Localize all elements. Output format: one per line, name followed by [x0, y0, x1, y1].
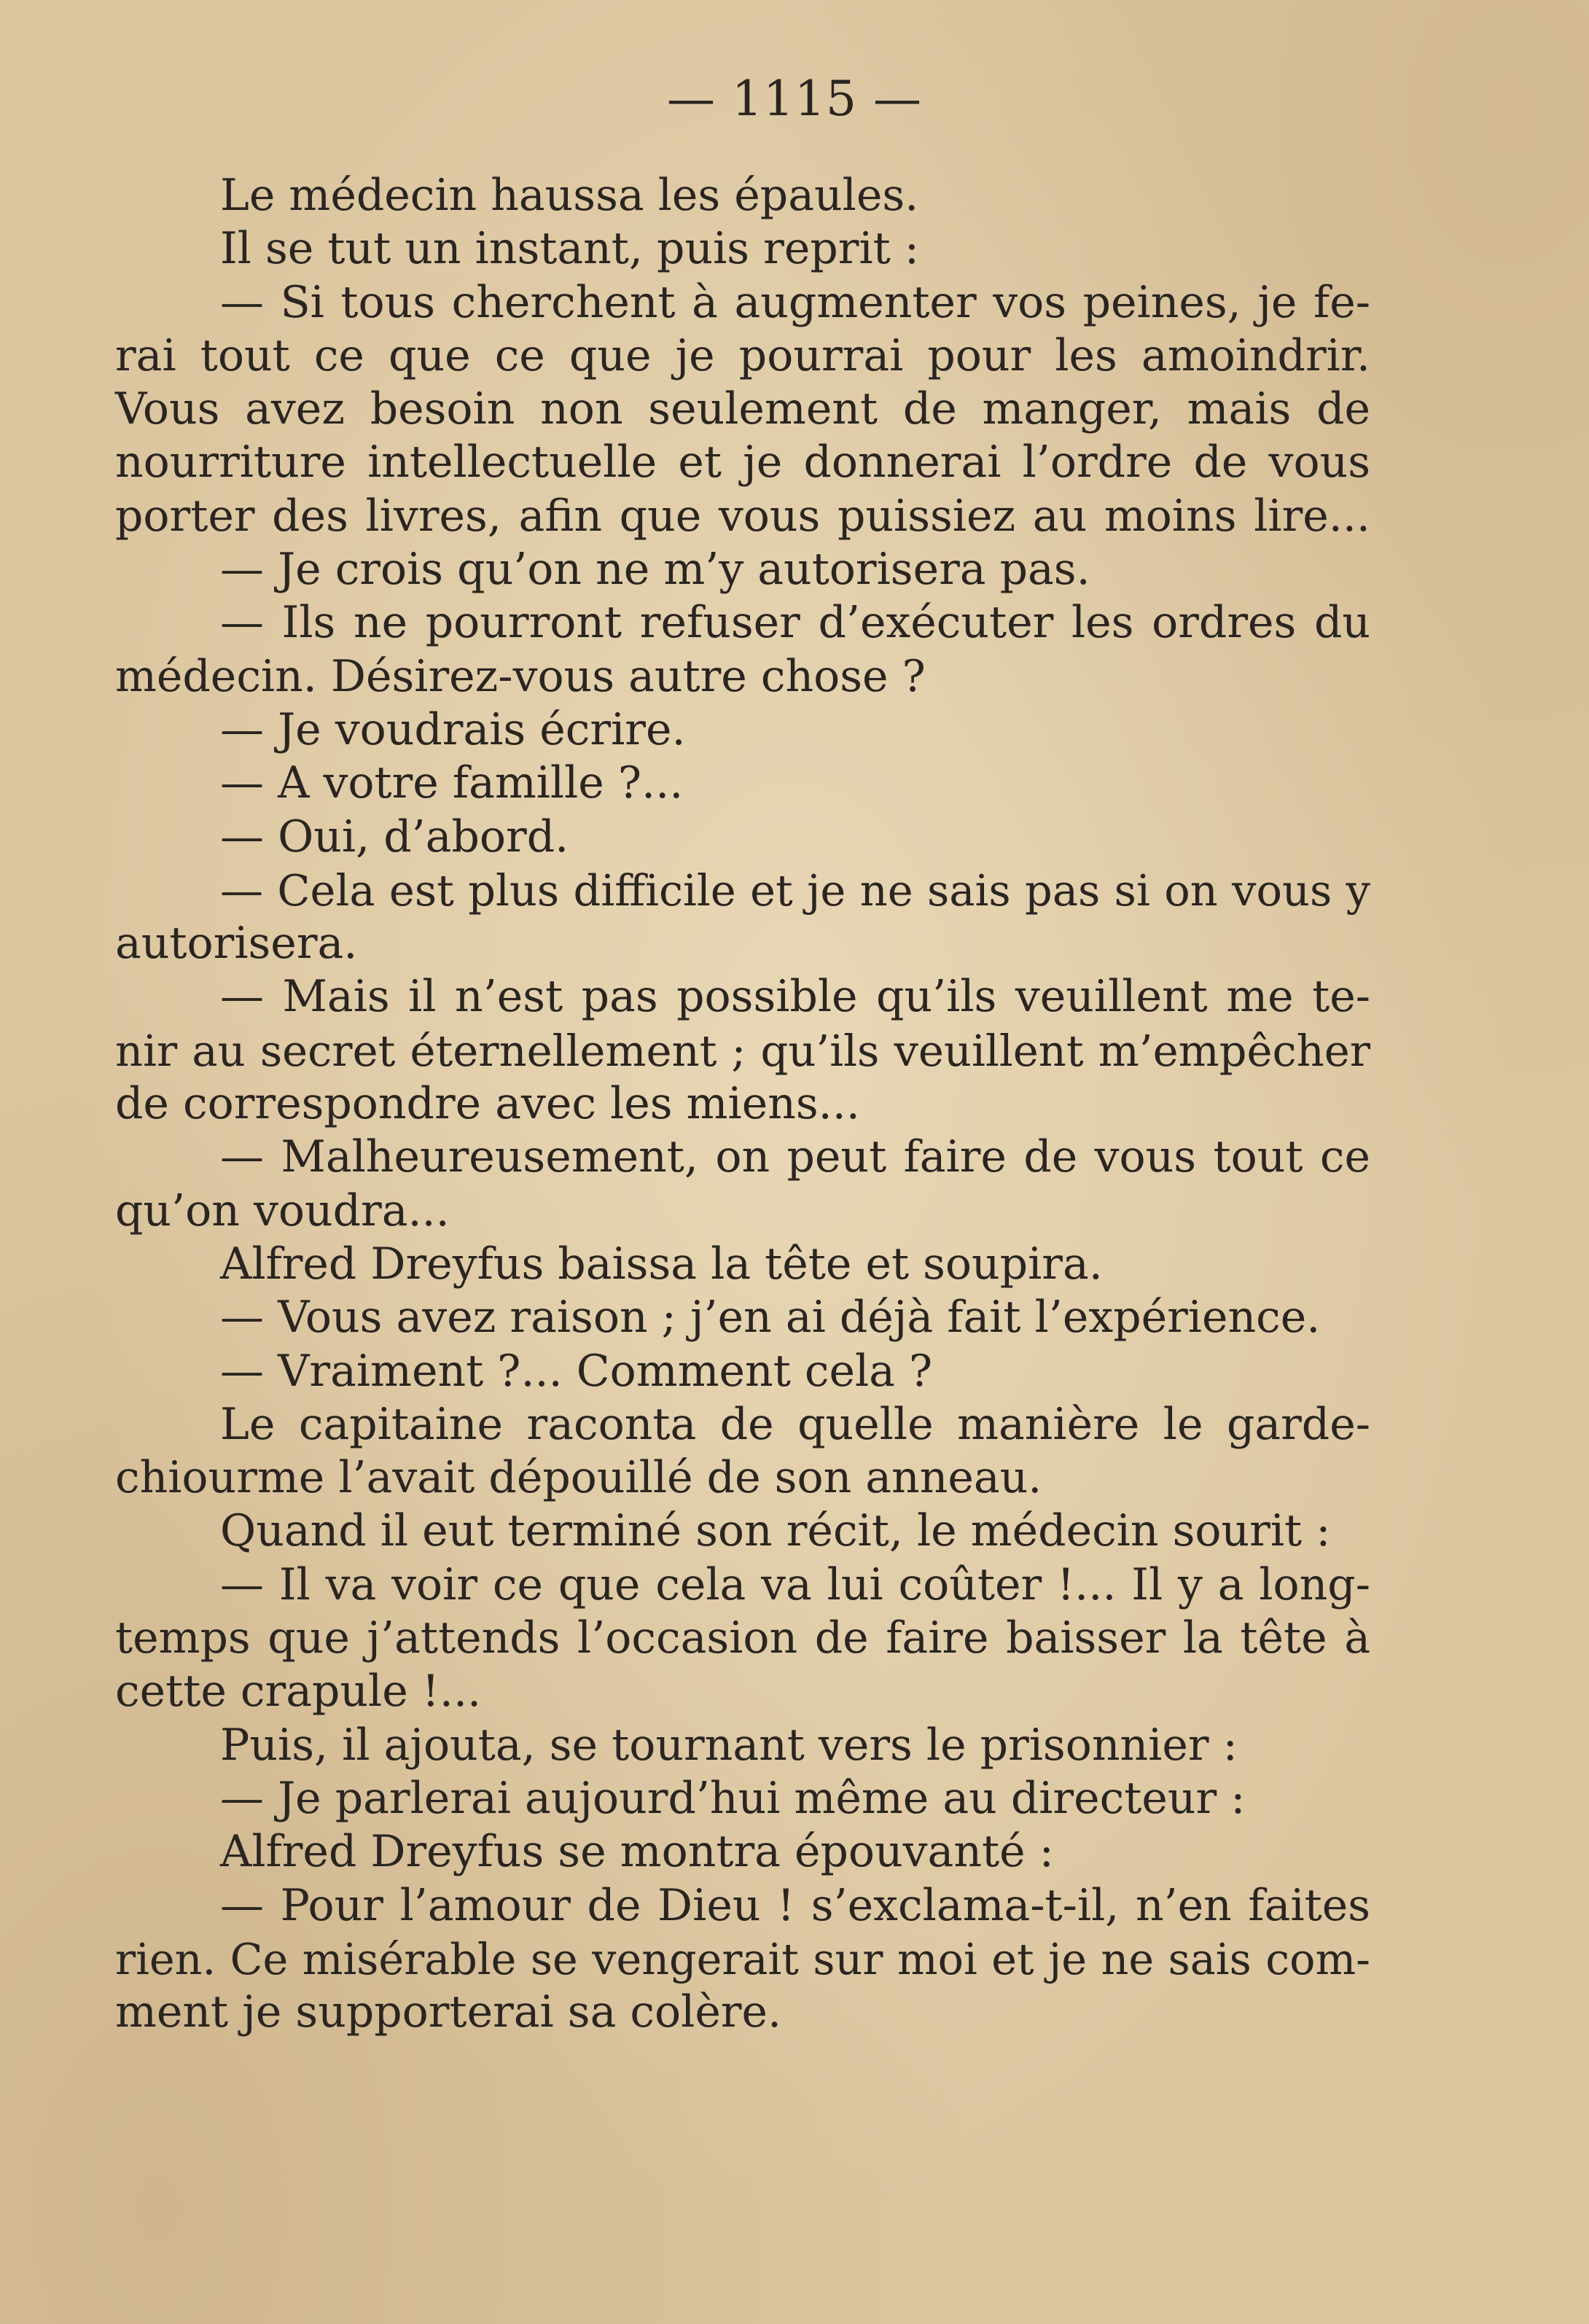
- text-line: — Malheureusement, on peut faire de vous tout ce: [220, 1131, 1370, 1183]
- text-line: Alfred Dreyfus se montra épouvanté :: [220, 1826, 1054, 1878]
- text-line: — Je voudrais écrire.: [220, 703, 686, 755]
- text-line: Il se tut un instant, puis reprit :: [220, 223, 920, 275]
- text-line: — Oui, d’abord.: [220, 811, 569, 862]
- text-line: Quand il eut terminé son récit, le médecin sourit :: [220, 1505, 1331, 1557]
- text-line: qu’on voudra...: [115, 1185, 450, 1236]
- text-line: — Mais il n’est pas possible qu’ils veuillent me te-: [220, 971, 1370, 1023]
- text-line: nourriture intellectuelle et je donnerai l’ordre de vous: [115, 437, 1370, 488]
- body-text: [115, 169, 1370, 2039]
- text-line: — Pour l’amour de Dieu ! s’exclama-t-il, n’en faites: [220, 1879, 1370, 1931]
- text-line: — Il va voir ce que cela va lui coûter !... Il y a long-: [220, 1559, 1370, 1610]
- text-line: — A votre famille ?...: [220, 757, 684, 809]
- text-line: de correspondre avec les miens...: [115, 1078, 860, 1130]
- text-line: nir au secret éternellement ; qu’ils veuillent m’empêcher: [115, 1025, 1370, 1076]
- text-line: médecin. Désirez-vous autre chose ?: [115, 650, 926, 702]
- text-line: Alfred Dreyfus baissa la tête et soupira.: [220, 1238, 1103, 1290]
- text-line: — Je crois qu’on ne m’y autorisera pas.: [220, 544, 1090, 596]
- text-line: — Cela est plus difficile et je ne sais pas si on vous y: [220, 865, 1370, 916]
- text-line: — Vraiment ?... Comment cela ?: [220, 1345, 933, 1397]
- text-line: Puis, il ajouta, se tournant vers le prisonnier :: [220, 1719, 1238, 1771]
- text-line: — Ils ne pourront refuser d’exécuter les ordres du: [220, 597, 1370, 649]
- text-line: cette crapule !...: [115, 1666, 482, 1717]
- text-line: — Si tous cherchent à augmenter vos peines, je fe-: [220, 276, 1370, 328]
- text-line: temps que j’attends l’occasion de faire baisser la tête à: [115, 1613, 1370, 1664]
- text-line: — Je parlerai aujourd’hui même au directeur :: [220, 1772, 1246, 1824]
- text-line: Le capitaine raconta de quelle manière le garde-: [220, 1398, 1370, 1450]
- text-line: ment je supporterai sa colère.: [115, 1986, 782, 2038]
- text-line: Vous avez besoin non seulement de manger, mais de: [115, 383, 1370, 435]
- text-line: rien. Ce misérable se vengerait sur moi et je ne sais com-: [115, 1933, 1370, 1984]
- text-line: chiourme l’avait dépouillé de son anneau.: [115, 1452, 1042, 1504]
- text-line: Le médecin haussa les épaules.: [220, 170, 919, 221]
- text-line: autorisera.: [115, 918, 358, 970]
- text-line: porter des livres, afin que vous puissiez au moins lire...: [115, 490, 1370, 542]
- page-number: — 1115 —: [667, 71, 922, 127]
- text-line: rai tout ce que ce que je pourrai pour les amoindrir.: [115, 330, 1370, 381]
- text-line: — Vous avez raison ; j’en ai déjà fait l’expérience.: [220, 1292, 1321, 1344]
